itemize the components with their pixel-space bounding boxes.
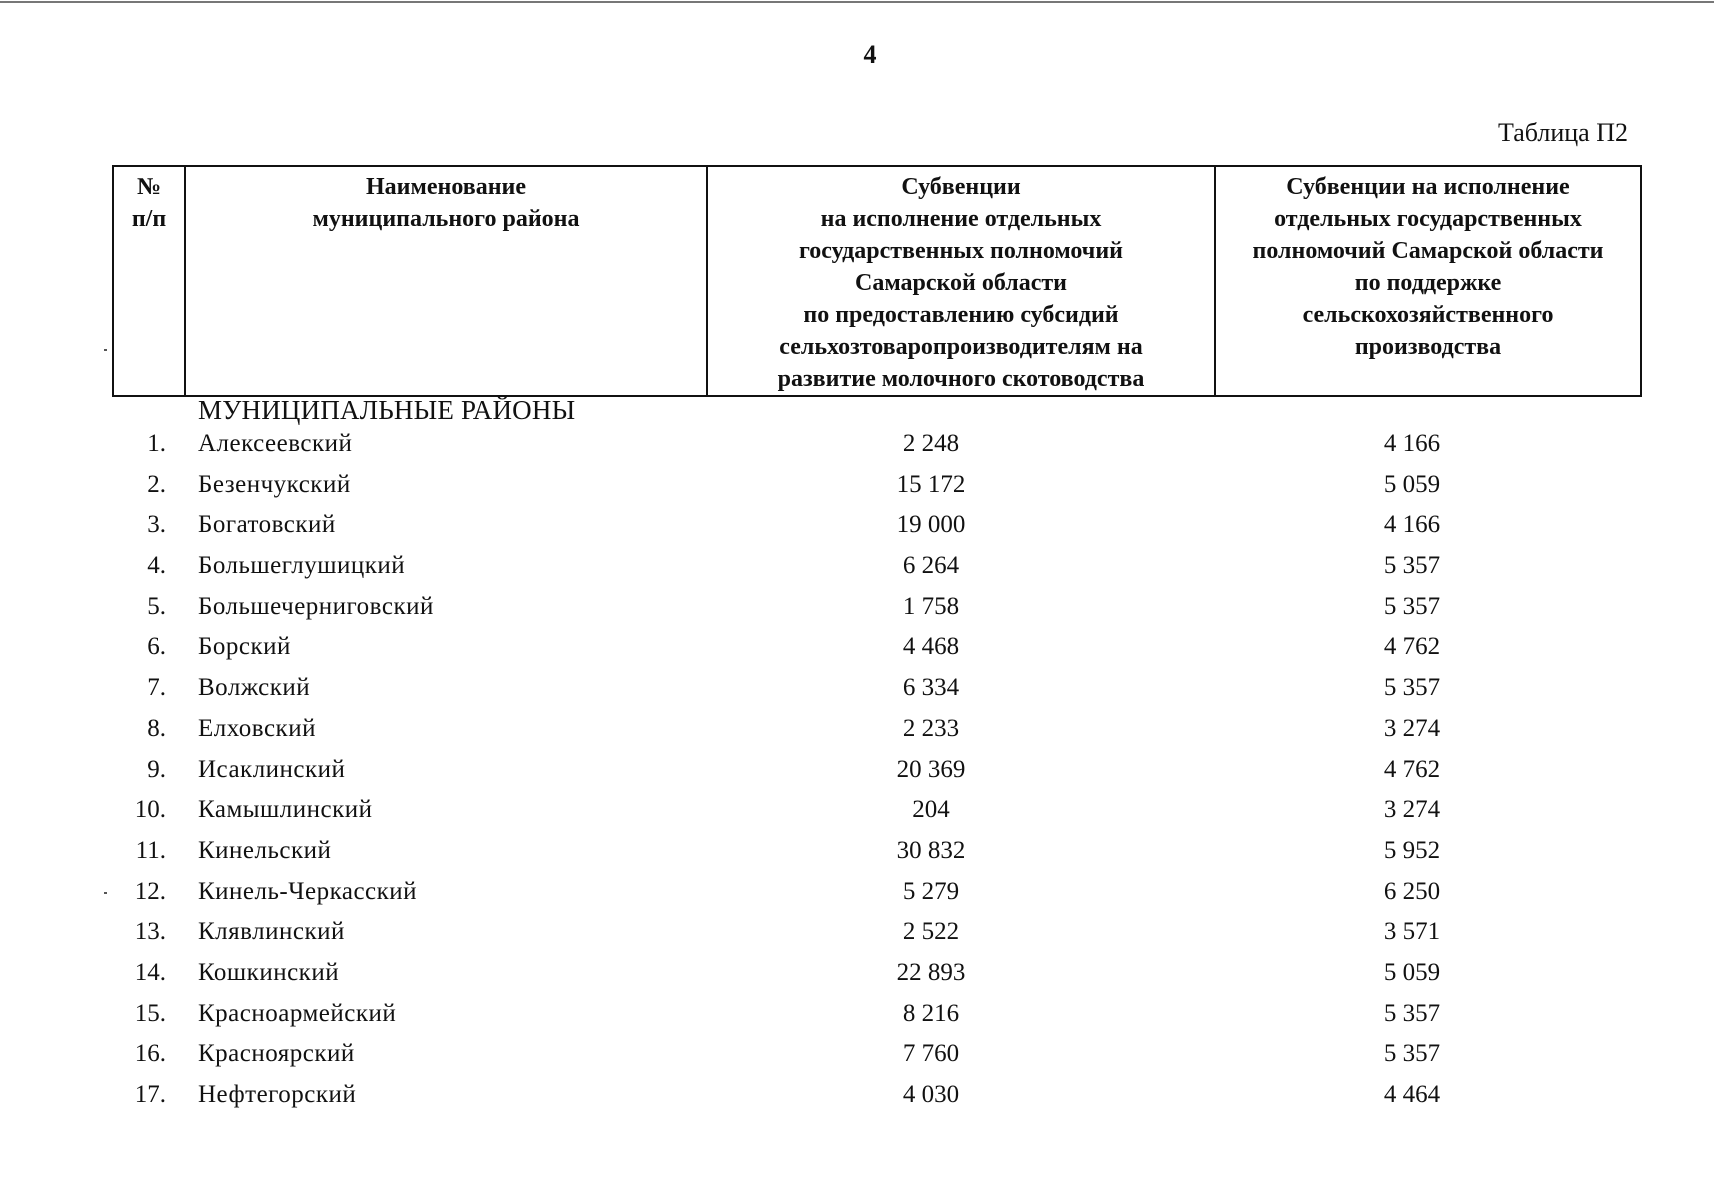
dairy-subvention-value: 30 832 (896, 836, 966, 864)
row-number: 5. (147, 592, 166, 620)
row-number: 11. (135, 836, 166, 864)
table-row (112, 872, 1642, 913)
table-row (112, 1075, 1642, 1116)
table-row (112, 587, 1642, 628)
scan-speck (104, 349, 107, 351)
dairy-subvention-value: 20 369 (896, 755, 966, 783)
table-row (112, 994, 1642, 1035)
header-district-name-column: Наименование муниципального района (185, 166, 707, 396)
table-row (112, 505, 1642, 546)
district-name: Красноярский (198, 1040, 355, 1068)
agriculture-subvention-value: 5 357 (1383, 552, 1441, 580)
table-body (112, 424, 1642, 1116)
table-row (112, 465, 1642, 506)
table-row (112, 790, 1642, 831)
section-title: МУНИЦИПАЛЬНЫЕ РАЙОНЫ (198, 395, 576, 425)
dairy-subvention-value: 22 893 (896, 958, 966, 986)
dairy-subvention-value: 4 468 (902, 633, 960, 661)
dairy-subvention-value: 5 279 (902, 877, 960, 905)
row-number: 9. (147, 755, 166, 783)
dairy-subvention-value: 2 233 (902, 714, 960, 742)
row-number: 14. (134, 958, 166, 986)
dairy-subvention-value: 4 030 (902, 1081, 960, 1108)
dairy-subvention-value: 204 (912, 796, 950, 824)
row-number: 13. (134, 918, 166, 946)
row-number: 6. (147, 633, 166, 661)
table-row (112, 424, 1642, 465)
table-label: Таблица П2 (1498, 118, 1628, 147)
header-dairy-subvention-column: Субвенции на исполнение отдельных государственных полномочий Самарской области по предоставлению субсидий сельхозтоваропроизводителям на развитие молочного скотоводства (707, 166, 1215, 396)
scan-speck (104, 892, 107, 894)
page-number: 4 (863, 40, 877, 69)
row-number: 10. (134, 796, 166, 824)
district-name: Кинельский (198, 836, 332, 864)
row-number: 4. (147, 552, 166, 580)
row-number: 1. (147, 430, 166, 457)
district-name: Камышлинский (198, 796, 373, 824)
table-row (112, 953, 1642, 994)
agriculture-subvention-value: 4 762 (1383, 755, 1441, 783)
agriculture-subvention-value: 6 250 (1383, 877, 1441, 905)
row-number: 17. (134, 1081, 166, 1108)
table-row (112, 912, 1642, 953)
table-row (112, 750, 1642, 791)
dairy-subvention-value: 6 334 (902, 674, 960, 702)
district-name: Богатовский (198, 511, 336, 539)
district-name: Алексеевский (198, 430, 353, 457)
agriculture-subvention-value: 4 166 (1383, 511, 1441, 539)
dairy-subvention-value: 2 248 (902, 430, 960, 457)
agriculture-subvention-value: 4 464 (1383, 1081, 1441, 1108)
table-row (112, 668, 1642, 709)
dairy-subvention-value: 7 760 (902, 1040, 960, 1068)
agriculture-subvention-value: 3 274 (1383, 796, 1441, 824)
dairy-subvention-value: 8 216 (902, 999, 960, 1027)
table-row (112, 1034, 1642, 1075)
district-name: Клявлинский (198, 918, 345, 946)
district-name: Нефтегорский (198, 1081, 357, 1108)
district-name: Безенчукский (198, 470, 351, 498)
agriculture-subvention-value: 3 274 (1383, 714, 1441, 742)
agriculture-subvention-value: 5 357 (1383, 674, 1441, 702)
table-row (112, 709, 1642, 750)
header-agriculture-subvention-column: Субвенции на исполнение отдельных государственных полномочий Самарской области по поддержке сельскохозяйственного производства (1215, 166, 1641, 396)
district-name: Волжский (198, 674, 311, 702)
table-row (112, 627, 1642, 668)
district-name: Кинель-Черкасский (198, 877, 418, 905)
top-edge-rule (0, 1, 1714, 3)
district-name: Кошкинский (198, 958, 340, 986)
row-number: 2. (147, 470, 166, 498)
header-number-column: № п/п (113, 166, 185, 396)
row-number: 3. (147, 511, 166, 539)
agriculture-subvention-value: 5 952 (1383, 836, 1441, 864)
agriculture-subvention-value: 5 059 (1383, 470, 1441, 498)
agriculture-subvention-value: 5 059 (1383, 958, 1441, 986)
district-name: Елховский (198, 714, 316, 742)
district-name: Большеглушицкий (198, 552, 406, 580)
dairy-subvention-value: 6 264 (902, 552, 960, 580)
dairy-subvention-value: 19 000 (896, 511, 966, 539)
row-number: 12. (134, 877, 166, 905)
agriculture-subvention-value: 4 762 (1383, 633, 1441, 661)
district-name: Большечерниговский (198, 592, 434, 620)
dairy-subvention-value: 2 522 (902, 918, 960, 946)
table-row (112, 546, 1642, 587)
dairy-subvention-value: 1 758 (902, 592, 960, 620)
row-number: 7. (147, 674, 166, 702)
dairy-subvention-value: 15 172 (896, 470, 966, 498)
row-number: 15. (134, 999, 166, 1027)
district-name: Исаклинский (198, 755, 346, 783)
agriculture-subvention-value: 5 357 (1383, 999, 1441, 1027)
row-number: 8. (147, 714, 166, 742)
agriculture-subvention-value: 3 571 (1383, 918, 1441, 946)
row-number: 16. (134, 1040, 166, 1068)
agriculture-subvention-value: 5 357 (1383, 1040, 1441, 1068)
table-row (112, 831, 1642, 872)
agriculture-subvention-value: 4 166 (1383, 430, 1441, 457)
district-name: Борский (198, 633, 291, 661)
district-name: Красноармейский (198, 999, 397, 1027)
table-header (112, 165, 1642, 397)
header-row (113, 166, 1641, 396)
agriculture-subvention-value: 5 357 (1383, 592, 1441, 620)
